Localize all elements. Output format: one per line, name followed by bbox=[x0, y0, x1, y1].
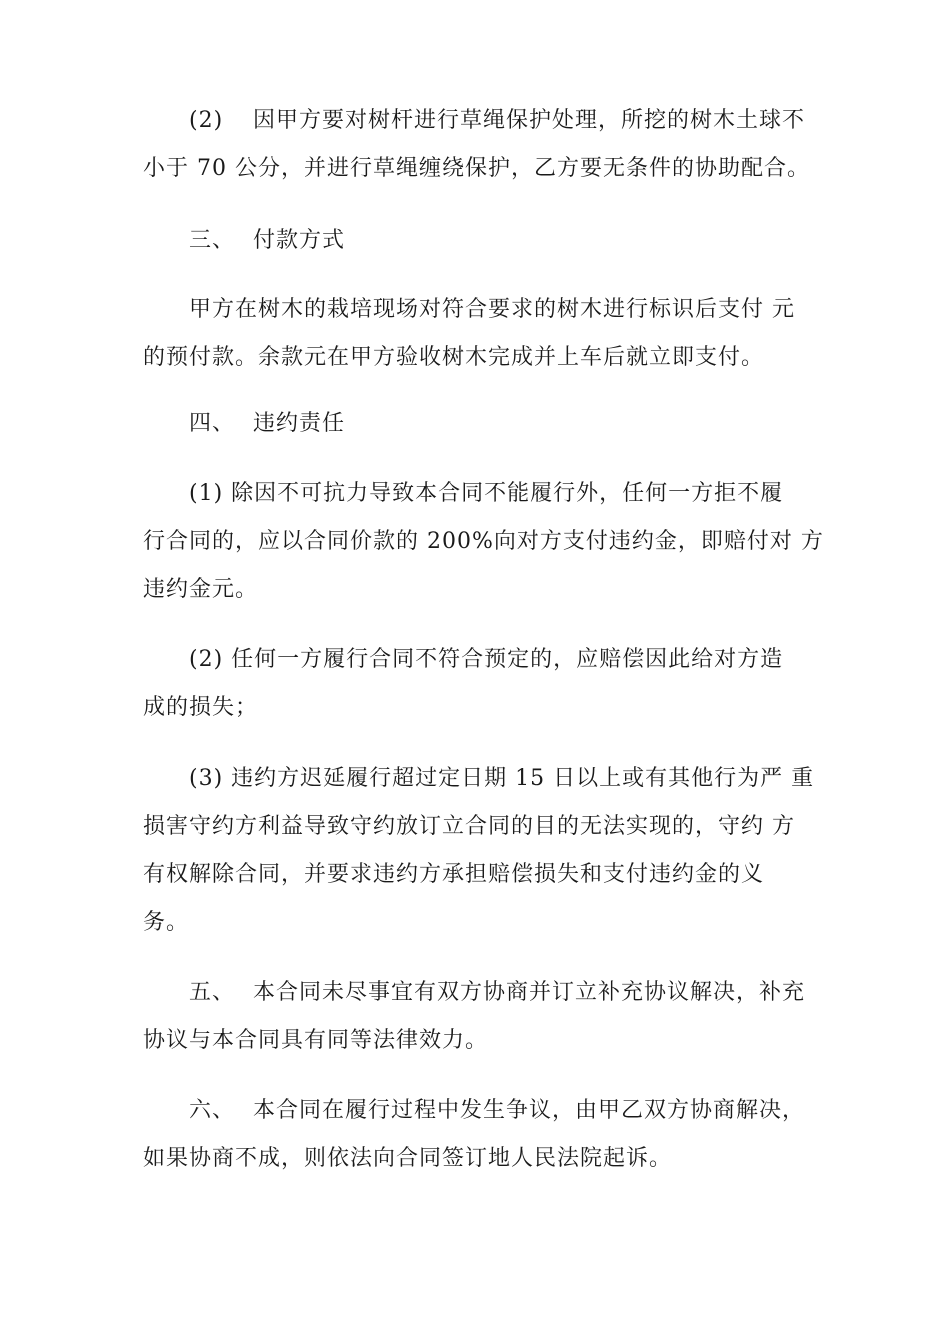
section-number: 四、 bbox=[189, 411, 236, 436]
section-number: 五、 bbox=[189, 980, 236, 1005]
clause-number: (2) bbox=[189, 108, 224, 133]
section-title: 付款方式 bbox=[253, 228, 346, 253]
section-title: 违约责任 bbox=[253, 411, 346, 436]
paragraph-line: (2) 任何一方履行合同不符合预定的，应赔偿因此给对方造 bbox=[189, 647, 784, 672]
paragraph-line: 违约金元。 bbox=[143, 577, 259, 602]
section-5-paragraph bbox=[143, 969, 833, 1065]
paragraph-line: 如果协商不成，则依法向合同签订地人民法院起诉。 bbox=[143, 1146, 673, 1171]
paragraph-line: (1) 除因不可抗力导致本合同不能履行外，任何一方拒不履 bbox=[189, 481, 784, 506]
section-text: 本合同在履行过程中发生争议，由甲乙双方协商解决， bbox=[253, 1098, 806, 1123]
section-6-paragraph bbox=[143, 1087, 833, 1183]
paragraph-line: 协议与本合同具有同等法律效力。 bbox=[143, 1028, 489, 1053]
paragraph-line: (3) 违约方迟延履行超过定日期 15 日以上或有其他行为严 重 bbox=[189, 766, 815, 791]
paragraph-line: 损害守约方利益导致守约放订立合同的目的无法实现的，守约 方 bbox=[143, 814, 795, 839]
liability-clause-1 bbox=[143, 470, 833, 614]
heading-line bbox=[143, 217, 833, 265]
section-number: 六、 bbox=[189, 1098, 236, 1123]
paragraph-line: 有权解除合同，并要求违约方承担赔偿损失和支付违约金的义 bbox=[143, 862, 765, 887]
liability-clause-2 bbox=[143, 636, 833, 732]
paragraph-line: 甲方在树木的栽培现场对符合要求的树木进行标识后支付 元 bbox=[189, 297, 795, 322]
clause-text: 因甲方要对树杆进行草绳保护处理，所挖的树木土球不 bbox=[253, 108, 806, 133]
paragraph-line: 行合同的，应以合同价款的 200%向对方支付违约金，即赔付对 方 bbox=[143, 529, 824, 554]
paragraph-line bbox=[143, 969, 833, 1017]
paragraph-line: 成的损失； bbox=[143, 695, 259, 720]
section-text: 本合同未尽事宜有双方协商并订立补充协议解决，补充 bbox=[253, 980, 806, 1005]
liability-clause-3 bbox=[143, 755, 833, 947]
section-heading-payment bbox=[143, 217, 833, 265]
section-number: 三、 bbox=[189, 228, 236, 253]
heading-line bbox=[143, 400, 833, 448]
paragraph-line bbox=[143, 97, 833, 145]
paragraph-line: 的预付款。余款元在甲方验收树木完成并上车后就立即支付。 bbox=[143, 345, 765, 370]
paragraph-line: 务。 bbox=[143, 910, 190, 935]
paragraph-line: 小于 70 公分，并进行草绳缠绕保护，乙方要无条件的协助配合。 bbox=[143, 156, 810, 181]
section-heading-liability bbox=[143, 400, 833, 448]
payment-paragraph bbox=[143, 286, 833, 382]
clause-2-paragraph bbox=[143, 97, 833, 193]
paragraph-line bbox=[143, 1087, 833, 1135]
